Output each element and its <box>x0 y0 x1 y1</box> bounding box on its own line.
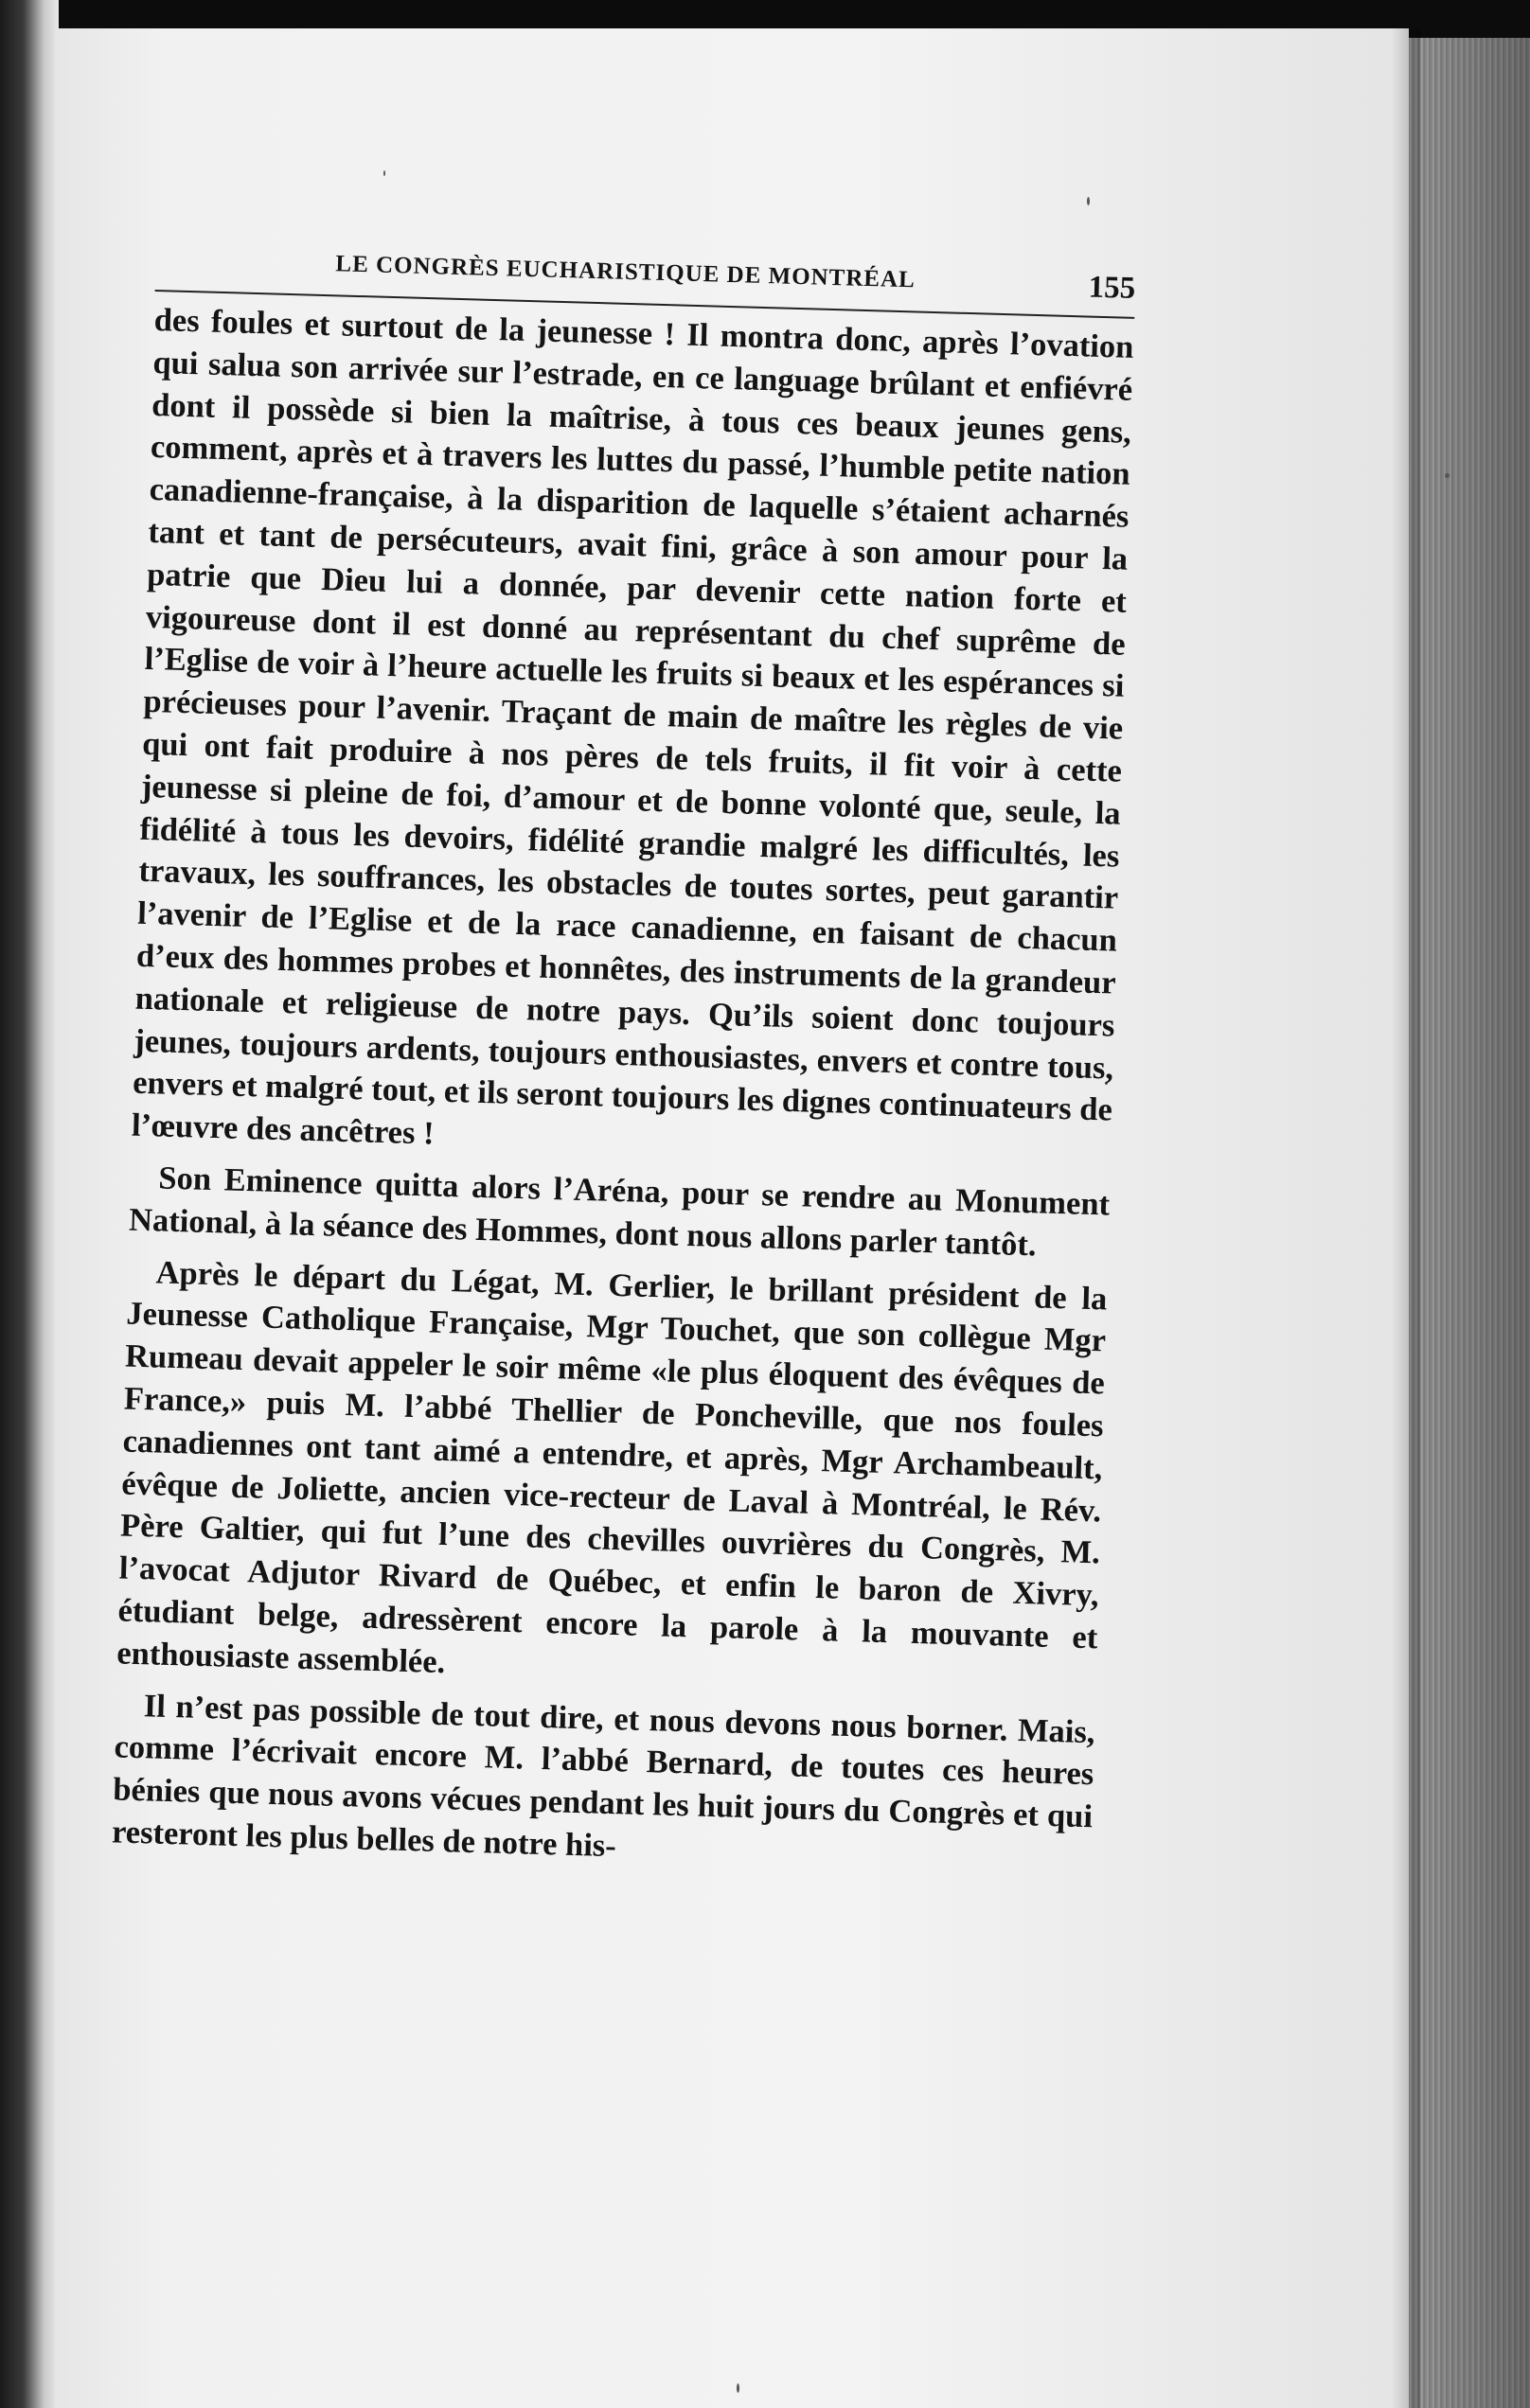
page-shadow <box>1392 28 1420 2408</box>
paragraph-3: Après le départ du Légat, M. Gerlier, le brillant président de la Jeunesse Catholique Française, Mgr Touchet, que son collègue Mgr Rumeau devait appeler le soir même «le plus éloquent des évêques de France,» puis M. l’abbé Thellier de Poncheville, que nos foules canadiennes ont tant aimé a entendre, et après, Mgr Archambeault, évêque de Joliette, ancien vice-recteur de Laval à Montréal, le Rév. Père Galtier, qui fut l’une des chevilles ouvrières du Congrès, M. l’avocat Adjutor Rivard de Québec, et enfin le baron de Xivry, étudiant belge, adressèrent encore la parole à la mouvante et enthousiaste assemblée. <box>116 1253 1108 1680</box>
paragraph-2: Son Eminence quitta alors l’Aréna, pour se rendre au Monument National, à la séance des Hommes, dont nous allons parler tantôt. <box>128 1160 1111 1264</box>
running-title: LE CONGRÈS EUCHARISTIQUE DE MONTRÉAL <box>335 251 916 293</box>
paragraph-4: Il n’est pas possible de tout dire, et nous devons nous borner. Mais, comme l’écrivait encore M. l’abbé Bernard, de toutes ces heures bénies que nous avons vécues pendant les huit jours du Congrès et qui resteront les plus belles de notre his- <box>111 1687 1096 1865</box>
paragraph-1: des foules et surtout de la jeunesse ! Il montra donc, après l’ovation qui salua son arrivée sur l’estrade, en ce language brûlant et enfiévré dont il possède si bien la maîtrise, à tous ces beaux jeunes gens, comment, après et à travers les luttes du passé, l’humble petite nation canadienne-française, à la disparition de laquelle s’étaient acharnés tant et tant de persécuteurs, avait fini, grâce à son amour pour la patrie que Dieu lui a donnée, par devenir cette nation forte et vigoureuse dont il est donné au représentant du chef suprême de l’Eglise de voir à l’heure actuelle les fruits si beaux et les espérances si précieuses pour l’avenir. Traçant de main de maître les règles de vie qui ont fait produire à nos pères de tels fruits, il fit voir à cette jeunesse si pleine de foi, d’amour et de bonne volonté que, seule, la fidélité à tous les devoirs, fidélité grandie malgré les difficultés, les travaux, les souffrances, les obstacles de toutes sortes, peut garantir l’avenir de l’Eglise et de la race canadienne, en faisant de chacun d’eux des hommes probes et honnêtes, des instruments de la grandeur nationale et religieuse de notre pays. Qu’ils soient donc toujours jeunes, toujours ardents, toujours enthousiastes, envers et contre tous, envers et malgré tout, et ils seront toujours les dignes continuateurs de l’œuvre des ancêtres ! <box>131 301 1134 1152</box>
book-left-edge <box>0 0 59 2408</box>
text-block <box>112 244 1136 1881</box>
page-number: 155 <box>1088 270 1136 306</box>
